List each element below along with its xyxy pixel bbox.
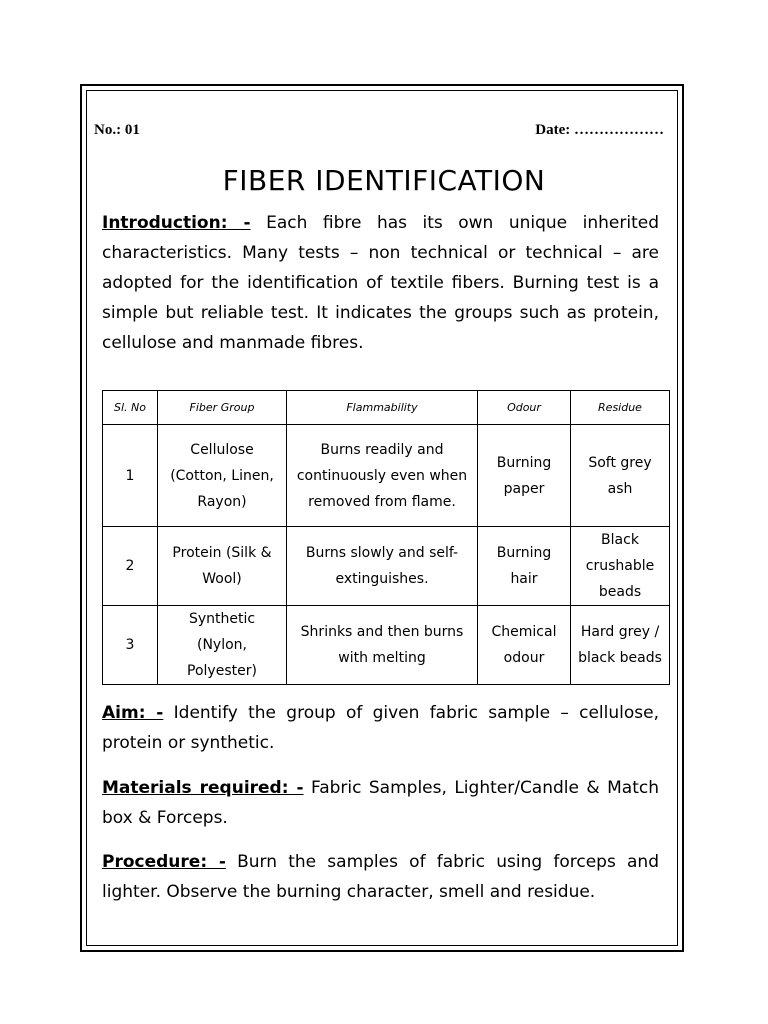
col-header-sl-no: Sl. No — [103, 391, 158, 425]
table-row — [103, 527, 670, 606]
header-row — [94, 122, 664, 139]
cell-fiber-group: Synthetic (Nylon, Polyester) — [158, 606, 287, 685]
cell-odour: Burning paper — [478, 425, 571, 527]
introduction-paragraph — [102, 208, 659, 358]
experiment-number: No.: 01 — [94, 122, 140, 138]
procedure-paragraph — [102, 847, 659, 907]
cell-flammability: Burns readily and continuously even when removed from flame. — [287, 425, 478, 527]
cell-sl-no: 1 — [103, 425, 158, 527]
col-header-odour: Odour — [478, 391, 571, 425]
cell-sl-no: 3 — [103, 606, 158, 685]
introduction-text: Each fibre has its own unique inherited characteristics. Many tests – non technical or technical – are adopted for the identification of textile fibers. Burning test is a simple but reliable test. It indicates the groups such as protein, cellulose and manmade fibres. — [102, 213, 659, 353]
cell-residue: Hard grey / black beads — [571, 606, 670, 685]
procedure-label: Procedure: - — [102, 852, 226, 872]
col-header-flammability: Flammability — [287, 391, 478, 425]
aim-text: Identify the group of given fabric sample – cellulose, protein or synthetic. — [102, 703, 659, 753]
table-row — [103, 606, 670, 685]
cell-residue: Soft grey ash — [571, 425, 670, 527]
cell-fiber-group: Cellulose (Cotton, Linen, Rayon) — [158, 425, 287, 527]
cell-odour: Chemical odour — [478, 606, 571, 685]
cell-flammability: Shrinks and then burns with melting — [287, 606, 478, 685]
introduction-label: Introduction: - — [102, 213, 251, 233]
cell-sl-no: 2 — [103, 527, 158, 606]
date-field: Date: ……………… — [535, 122, 664, 138]
col-header-residue: Residue — [571, 391, 670, 425]
materials-text: Fabric Samples, Lighter/Candle & Match box & Forceps. — [102, 778, 659, 828]
table-row — [103, 425, 670, 527]
table-header-row — [103, 391, 670, 425]
fiber-table — [102, 390, 670, 685]
aim-paragraph — [102, 698, 659, 758]
page-title: FIBER IDENTIFICATION — [222, 164, 546, 197]
procedure-text: Burn the samples of fabric using forceps and lighter. Observe the burning character, smell and residue. — [102, 852, 659, 902]
cell-fiber-group: Protein (Silk & Wool) — [158, 527, 287, 606]
cell-flammability: Burns slowly and self-extinguishes. — [287, 527, 478, 606]
aim-label: Aim: - — [102, 703, 164, 723]
cell-residue: Black crushable beads — [571, 527, 670, 606]
materials-paragraph — [102, 773, 659, 833]
cell-odour: Burning hair — [478, 527, 571, 606]
materials-label: Materials required: - — [102, 778, 304, 798]
col-header-fiber-group: Fiber Group — [158, 391, 287, 425]
